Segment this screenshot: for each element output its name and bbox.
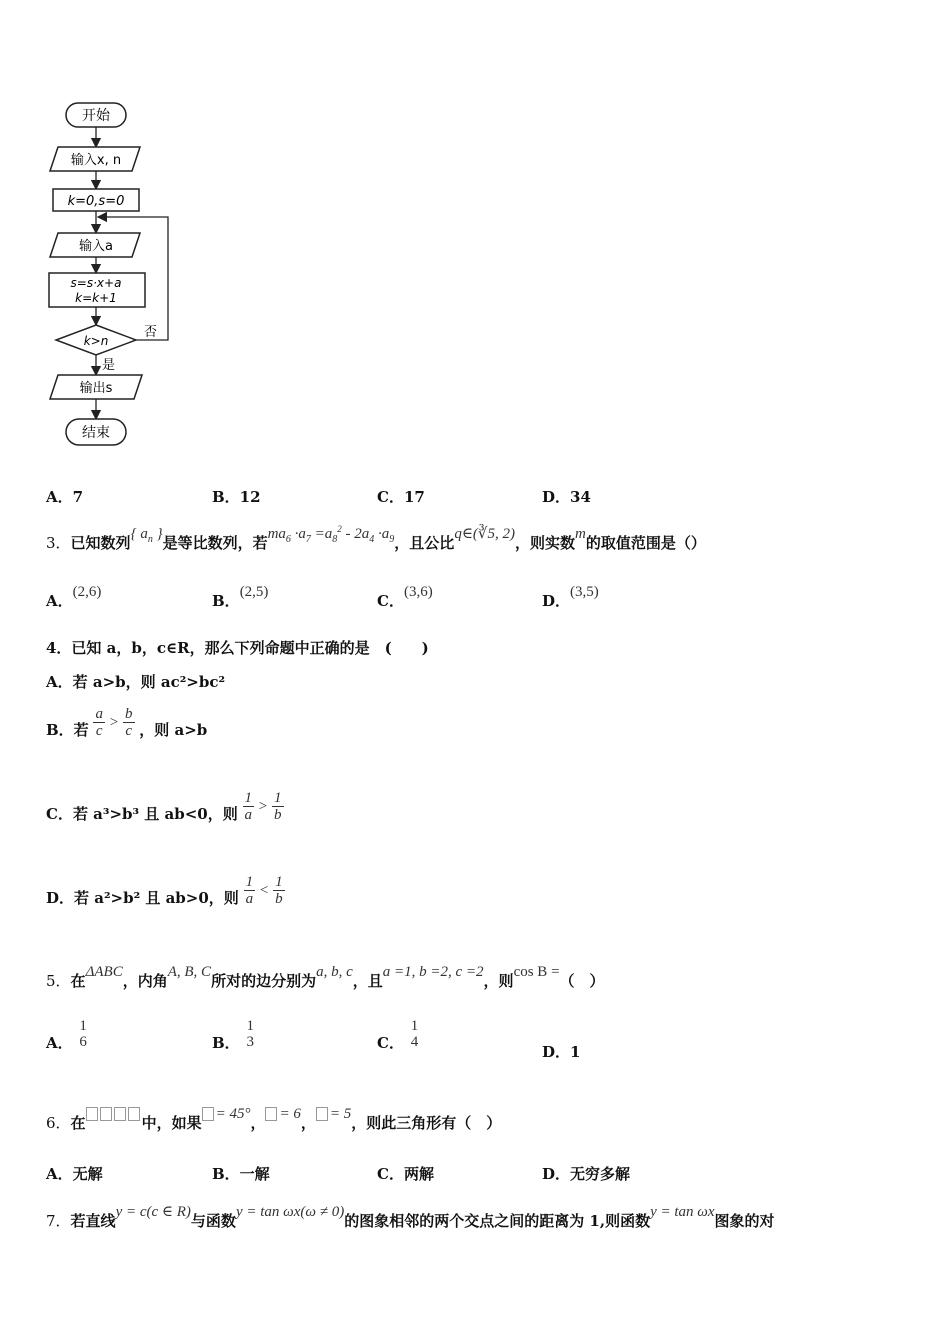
- flow-step2-text: k=k+1: [75, 291, 117, 305]
- q6-option-a[interactable]: A．无解: [46, 1165, 103, 1183]
- q3-option-b[interactable]: B．(2,5): [212, 584, 269, 610]
- q6-option-d[interactable]: D．无穷多解: [542, 1165, 631, 1183]
- q4-d-frac-1: $\frac{1}{a}$: [245, 874, 254, 907]
- flow-cond-text: k>n: [83, 334, 109, 348]
- q5-stem: [46, 964, 605, 991]
- q5-text-3: 所对的边分别为: [211, 972, 317, 990]
- q5-number: 5．: [46, 972, 71, 990]
- q4-d-frac-2: $\frac{1}{b}$: [275, 874, 283, 907]
- q7-func-2: y = tan ωx: [650, 1204, 715, 1220]
- q5-angles: A, B, C: [167, 964, 212, 980]
- q4-option-a[interactable]: A．若 a>b，则 ac²>bc²: [46, 673, 226, 691]
- q3-expression: $ma_6 \cdot a_7 =a_8^2 - 2a_4 \cdot a_9$: [267, 524, 395, 545]
- flow-no-label: 否: [144, 325, 158, 340]
- q6-text-2: 中，如果: [141, 1114, 202, 1132]
- q7-text-3: 的图象相邻的两个交点之间的距离为 1,则函数: [344, 1212, 651, 1230]
- flow-input-xn-text: 输入x, n: [70, 153, 122, 168]
- q3-m: m: [574, 526, 586, 542]
- q7-number: 7．: [46, 1212, 71, 1230]
- q6-option-c[interactable]: C．两解: [377, 1165, 434, 1183]
- q6-stem: 6．在 中，如果 = 45°， = 6， = 5，则此三角形有（ ）: [46, 1106, 502, 1132]
- q7-text-4: 图象的对: [714, 1212, 775, 1230]
- q3-text-4: ，则实数: [514, 534, 575, 552]
- q4-stem: 4．已知 a，b，c∈R，那么下列命题中正确的是 ( ): [46, 639, 429, 657]
- flowchart: [40, 95, 190, 455]
- q5-condition: a =1, b =2, c =2: [382, 964, 484, 980]
- q3-option-c[interactable]: C．(3,6): [377, 584, 433, 610]
- flow-start-text: 开始: [82, 108, 110, 124]
- q4-option-d[interactable]: D．若 a²>b² 且 ab>0，则 $\frac{1}{a}$ < $\frac{1}{b}$: [46, 874, 283, 907]
- q6-option-b[interactable]: B．一解: [212, 1165, 270, 1183]
- q6-placeholder-boxes: [86, 1104, 142, 1122]
- q3-sequence: { $a_n$ }: [130, 526, 163, 545]
- q3-ratio-range: q∈(∛5, 2): [454, 526, 515, 542]
- q6-text-1: 在: [70, 1114, 86, 1132]
- q7-stem: [46, 1204, 775, 1231]
- q7-func: y = tan ωx(ω ≠ 0): [235, 1204, 345, 1220]
- q3-number: 3．: [46, 534, 71, 552]
- q2-option-b[interactable]: B．12: [212, 488, 261, 506]
- q5-option-b[interactable]: B． 1 3: [212, 1018, 254, 1052]
- flow-yes-label: 是: [102, 358, 116, 373]
- q3-text-1: 已知数列: [70, 534, 131, 552]
- q6-text-3: ，则此三角形有（ ）: [351, 1114, 502, 1132]
- q5-triangle: ΔABC: [85, 964, 123, 980]
- q5-option-d[interactable]: D．1: [542, 1043, 581, 1061]
- q5-text-5: ，则: [483, 972, 514, 990]
- q3-text-2: 是等比数列，若: [162, 534, 268, 552]
- q3-option-d[interactable]: D．(3,5): [542, 584, 599, 610]
- q6-value-3: = 5: [316, 1104, 351, 1122]
- flow-step1-text: s=s·x+a: [70, 276, 122, 290]
- q5-option-a[interactable]: A． 1 6: [46, 1018, 87, 1052]
- q5-sides: a, b, c: [316, 964, 353, 980]
- q6-value-2: = 6: [265, 1104, 300, 1122]
- q2-option-c[interactable]: C．17: [377, 488, 425, 506]
- flow-end-text: 结束: [82, 425, 110, 441]
- q2-option-a[interactable]: A．7: [46, 488, 84, 506]
- q5-text-2: ，内角: [122, 972, 168, 990]
- q2-option-d[interactable]: D．34: [542, 488, 591, 506]
- q5-text-4: ，且: [352, 972, 383, 990]
- q3-option-a[interactable]: A．(2,6): [46, 584, 102, 610]
- q4-b-frac-1: $\frac{a}{c}$: [95, 706, 103, 739]
- flow-output-text: 输出s: [79, 381, 113, 396]
- q5-cosb: cos B =: [513, 964, 560, 980]
- q7-text-2: 与函数: [190, 1212, 236, 1230]
- q3-text-3: ，且公比: [394, 534, 455, 552]
- q4-c-frac-2: $\frac{1}{b}$: [274, 790, 282, 823]
- q5-text-6: （ ）: [559, 972, 605, 990]
- q4-option-b[interactable]: B．若 $\frac{a}{c}$ > $\frac{b}{c}$ ，则 a>b: [46, 706, 208, 739]
- q3-stem: [46, 524, 706, 555]
- q4-option-c[interactable]: C．若 a³>b³ 且 ab<0，则 $\frac{1}{a}$ > $\frac{1}{b}$: [46, 790, 282, 823]
- q4-c-frac-1: $\frac{1}{a}$: [244, 790, 253, 823]
- flow-input-a-text: 输入a: [79, 239, 113, 254]
- q4-b-frac-2: $\frac{b}{c}$: [125, 706, 133, 739]
- q7-text-1: 若直线: [70, 1212, 116, 1230]
- q5-text-1: 在: [70, 972, 86, 990]
- q6-number: 6．: [46, 1114, 71, 1132]
- q6-value-1: = 45°: [202, 1104, 251, 1122]
- flow-init-text: k=0,s=0: [67, 194, 125, 209]
- q3-text-5: 的取值范围是（）: [585, 534, 706, 552]
- q7-line: y = c(c ∈ R): [115, 1204, 191, 1220]
- q5-option-c[interactable]: C． 1 4: [377, 1018, 419, 1052]
